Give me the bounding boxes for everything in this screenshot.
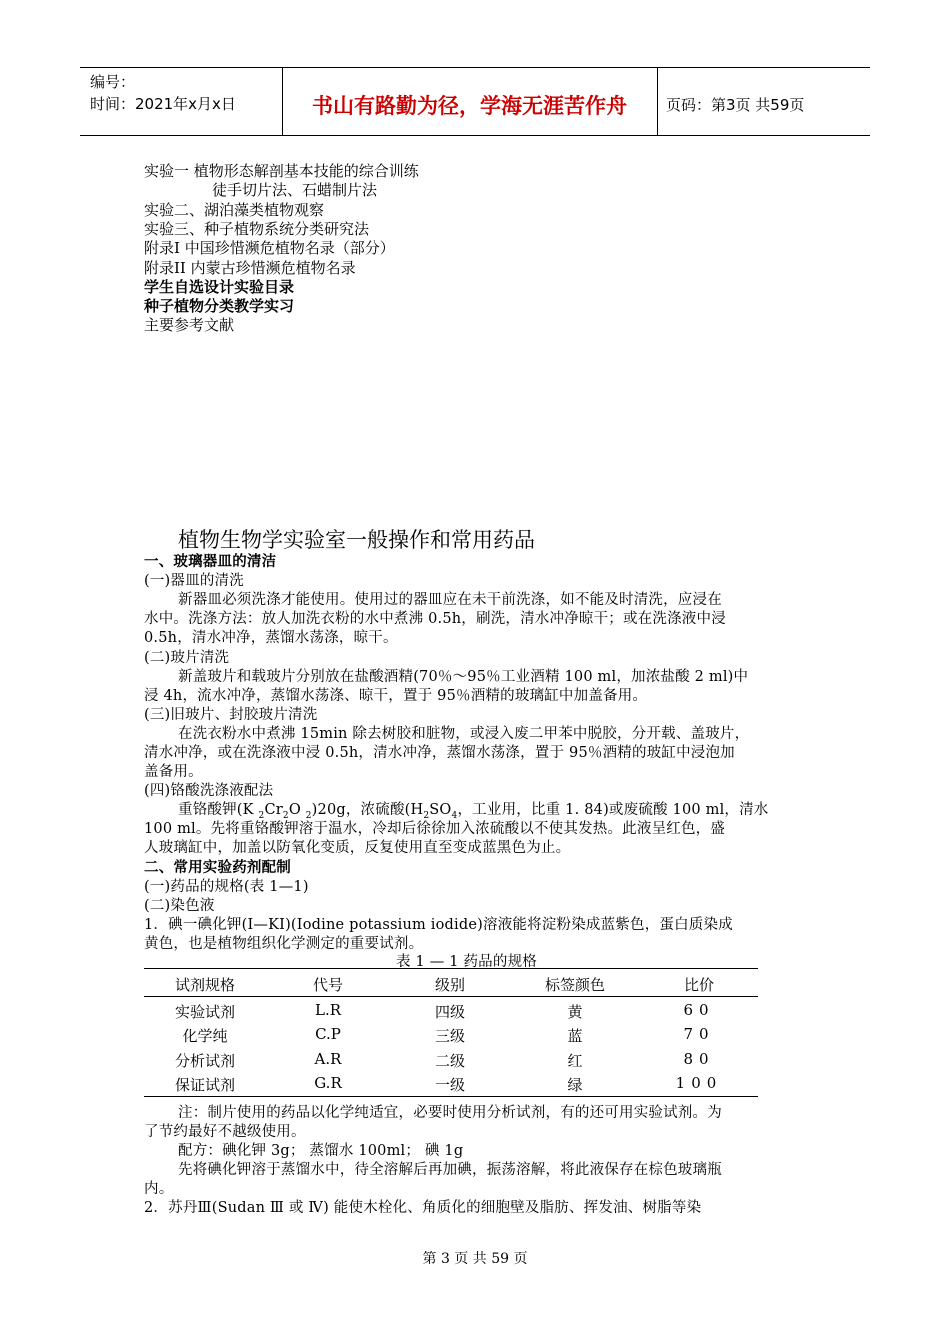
header-bottom-rule xyxy=(80,135,870,136)
table-cell: 二级 xyxy=(434,1052,465,1070)
recipe-line: 配方：碘化钾 3g； 蒸馏水 100ml； 碘 1g xyxy=(178,1143,464,1159)
part1-heading: 一、玻璃器皿的清洁 xyxy=(144,554,277,570)
toc-item: 附录II 内蒙古珍惜濒危植物名录 xyxy=(144,259,356,277)
paragraph-line-formula: 重铬酸钾(K $_2Cr_2O$ $_2$)20g，浓硫酸($H_2SO_4$，工业用，比重 1. 84)或废硫酸 100 ml，清水 xyxy=(178,802,769,821)
paragraph-line: 新器皿必须洗涤才能使用。使用过的器皿应在未干前洗涤，如不能及时清洗，应浸在 xyxy=(178,592,722,608)
table-caption: 表 1 — 1 药品的规格 xyxy=(396,954,537,970)
paragraph-line: 新盖玻片和载玻片分别放在盐酸酒精(70％～95％工业酒精 100 ml，加浓盐酸 2 ml)中 xyxy=(178,669,749,685)
part2-heading: 二、常用实验药剂配制 xyxy=(144,860,291,876)
toc-item-bold: 学生自选设计实验目录 xyxy=(144,278,295,296)
table-cell: 四级 xyxy=(434,1003,465,1021)
paragraph-line: 0.5h，清水冲净，蒸馏水荡涤，晾干。 xyxy=(144,630,398,646)
toc-item: 实验一 植物形态解剖基本技能的综合训练 xyxy=(144,162,419,180)
header-number-label: 编号： xyxy=(90,73,136,91)
paragraph-line: 浸 4h，流水冲净，蒸馏水荡涤、晾干，置于 95％酒精的玻璃缸中加盖备用。 xyxy=(144,688,648,704)
header-top-rule xyxy=(80,67,870,68)
toc-item: 实验三、种子植物系统分类研究法 xyxy=(144,220,370,238)
header-time-label: 时间：2021年x月x日 xyxy=(90,95,236,113)
table-cell: G.R xyxy=(314,1074,342,1092)
header-page-code: 页码：第3页 共59页 xyxy=(666,96,805,114)
paragraph-line: 在洗衣粉水中煮沸 15min 除去树胶和脏物，或浸入废二甲苯中脱胶，分开载、盖玻片， xyxy=(178,726,750,742)
table-cell: A.R xyxy=(314,1050,342,1068)
table-cell: 60 xyxy=(683,1001,715,1019)
note-line: 注：制片使用的药品以化学纯适宜，必要时使用分析试剂，有的还可用实验试剂。为 xyxy=(178,1105,722,1121)
table-header-cell: 试剂规格 xyxy=(174,976,235,994)
table-cell: 实验试剂 xyxy=(174,1003,235,1021)
paragraph-line: 1．碘一碘化钾(I—KI)(Iodine potassium iodide)溶液能将淀粉染成蓝紫色，蛋白质染成 xyxy=(144,917,733,933)
table-header-rule xyxy=(144,996,758,997)
subsection-title: (三)旧玻片、封胶玻片清洗 xyxy=(144,707,318,723)
table-cell: 红 xyxy=(567,1052,583,1070)
note-line: 了节约最好不越级使用。 xyxy=(144,1124,306,1140)
toc-item-bold: 种子植物分类教学实习 xyxy=(144,297,295,315)
paragraph-line: 人玻璃缸中，加盖以防氧化变质，反复使用直至变成蓝黑色为止。 xyxy=(144,840,571,856)
table-cell: 绿 xyxy=(567,1076,583,1094)
paragraph-line: 水中。洗涤方法：放人加洗衣粉的水中煮沸 0.5h，刷洗，清水冲净晾干；或在洗涤液中浸 xyxy=(144,611,726,627)
paragraph-line: 100 ml。先将重铬酸钾溶于温水，冷却后徐徐加入浓硫酸以不使其发热。此液呈红色，盛 xyxy=(144,821,726,837)
table-cell: 70 xyxy=(683,1025,715,1043)
table-cell: C.P xyxy=(315,1025,341,1043)
subsection-title: (二)玻片清洗 xyxy=(144,650,230,666)
table-cell: 保证试剂 xyxy=(174,1076,235,1094)
table-cell: 一级 xyxy=(434,1076,465,1094)
paragraph-line: 先将碘化钾溶于蒸馏水中，待全溶解后再加碘，振荡溶解，将此液保存在棕色玻璃瓶 xyxy=(178,1162,722,1178)
subsection-title: (二)染色液 xyxy=(144,898,215,914)
subsection-title: (一)药品的规格(表 1—1) xyxy=(144,879,309,895)
table-cell: 分析试剂 xyxy=(174,1052,235,1070)
table-cell: 80 xyxy=(683,1050,715,1068)
header-motto: 书山有路勤为径，学海无涯苦作舟 xyxy=(312,93,627,118)
toc-item: 附录Ⅰ 中国珍惜濒危植物名录（部分） xyxy=(144,239,395,257)
toc-item: 徒手切片法、石蜡制片法 xyxy=(212,181,378,199)
table-cell: 100 xyxy=(675,1074,723,1092)
table-top-rule xyxy=(144,968,758,969)
table-bottom-rule xyxy=(144,1096,758,1097)
page-footer: 第 3 页 共 59 页 xyxy=(422,1251,528,1267)
toc-item: 主要参考文献 xyxy=(144,316,235,334)
paragraph-line: 黄色，也是植物组织化学测定的重要试剂。 xyxy=(144,936,424,952)
table-cell: 蓝 xyxy=(567,1027,583,1045)
table-cell: 化学纯 xyxy=(182,1027,228,1045)
header-divider-right xyxy=(657,67,658,135)
paragraph-line: 内。 xyxy=(144,1181,174,1197)
section-title: 植物生物学实验室一般操作和常用药品 xyxy=(178,528,535,552)
toc-item: 实验二、湖泊藻类植物观察 xyxy=(144,201,325,219)
table-header-cell: 级别 xyxy=(434,976,465,994)
paragraph-line: 盖备用。 xyxy=(144,764,203,780)
table-header-cell: 标签颜色 xyxy=(544,976,605,994)
table-cell: L.R xyxy=(314,1001,342,1019)
table-cell: 三级 xyxy=(434,1027,465,1045)
subsection-title: (一)器皿的清洗 xyxy=(144,573,244,589)
table-header-cell: 代号 xyxy=(312,976,343,994)
table-cell: 黄 xyxy=(567,1003,583,1021)
table-header-cell: 比价 xyxy=(683,976,714,994)
paragraph-line: 2．苏丹Ⅲ(Sudan Ⅲ 或 Ⅳ) 能使木栓化、角质化的细胞壁及脂肪、挥发油、树脂等染 xyxy=(144,1200,702,1216)
paragraph-line: 清水冲净，或在洗涤液中浸 0.5h，清水冲净，蒸馏水荡涤，置于 95％酒精的玻缸中浸泡加 xyxy=(144,745,735,761)
subsection-title: (四)铬酸洗涤液配法 xyxy=(144,783,274,799)
